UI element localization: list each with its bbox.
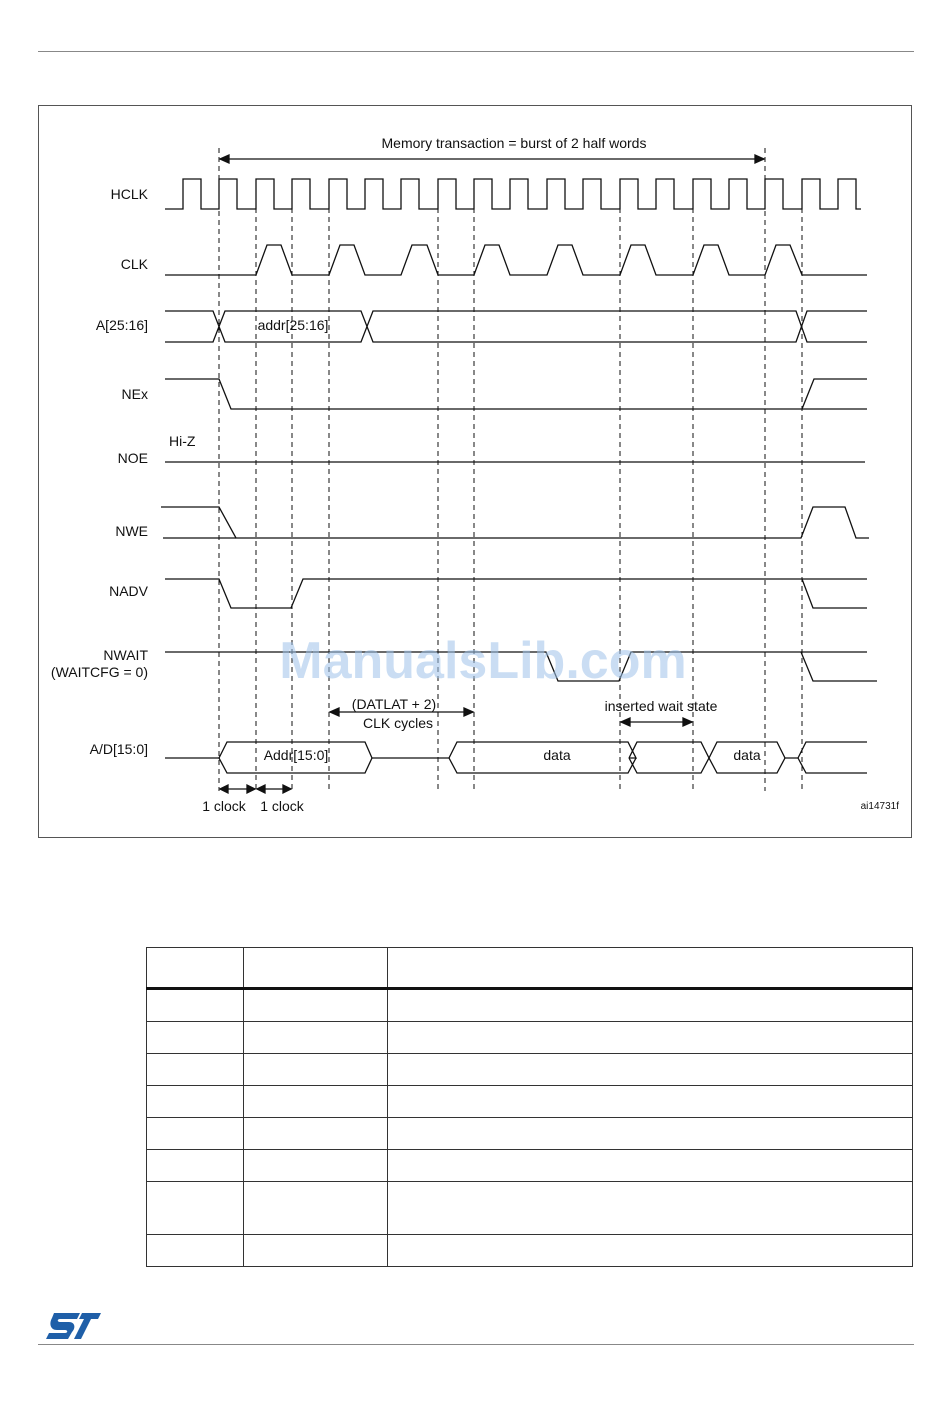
transaction-label: Memory transaction = burst of 2 half words [381,135,647,151]
table-cell [147,1054,244,1086]
table-header-cell [388,948,913,989]
table-row [147,1022,913,1054]
table-cell [147,1022,244,1054]
addr-high-label: addr[25:16] [257,317,329,333]
table-cell [244,1150,388,1182]
timing-diagram-frame [38,105,912,838]
table-cell [147,1235,244,1267]
hiz-label: Hi-Z [169,433,196,449]
timing-diagram [39,106,911,837]
signal-clk: CLK [120,256,148,272]
table-cell [244,1235,388,1267]
table-header-cell [147,948,244,989]
table-cell [244,1054,388,1086]
wait-state-label: inserted wait state [604,698,718,714]
header-rule [38,51,914,52]
signal-nwait: NWAIT [103,647,148,663]
one-clock-label-2: 1 clock [260,798,304,814]
table-cell [147,1086,244,1118]
one-clock-label-1: 1 clock [202,798,246,814]
table-cell [388,1118,913,1150]
signal-noe: NOE [117,450,148,466]
table-row [147,989,913,1022]
table-cell [388,1086,913,1118]
st-logo-icon [44,1311,102,1341]
table-row [147,1054,913,1086]
signal-hclk: HCLK [110,186,148,202]
table-row [147,1150,913,1182]
table-cell [388,1150,913,1182]
table-cell [147,1182,244,1235]
table-row [147,1086,913,1118]
signal-a-25-16: A[25:16] [95,317,148,333]
signal-nex: NEx [121,386,148,402]
figure-ref-code: ai14731f [860,801,899,812]
table-cell [147,1118,244,1150]
table-cell [388,1022,913,1054]
table-cell [244,989,388,1022]
table-cell [244,1182,388,1235]
table-cell [388,989,913,1022]
table-row [147,1118,913,1150]
addr-low-label: Addr[15:0] [263,747,329,763]
footer-rule [38,1344,914,1345]
table-header-row [147,948,913,989]
signals-table [146,947,913,1267]
table-row [147,1182,913,1235]
table-cell [244,1118,388,1150]
datlat-label-line1: (DATLAT + 2) [351,696,437,712]
table-header-cell [244,948,388,989]
table-row [147,1235,913,1267]
signal-nadv: NADV [109,583,148,599]
table-cell [388,1235,913,1267]
signal-waitcfg: (WAITCFG = 0) [50,664,148,680]
watermark: ManualsLib.com [279,632,687,690]
table-cell [147,989,244,1022]
table-cell [388,1054,913,1086]
data-label-1: data [543,747,571,763]
table-cell [388,1182,913,1235]
data-label-2: data [733,747,761,763]
datlat-label-line2: CLK cycles [362,715,434,731]
signal-nwe: NWE [115,523,148,539]
table-cell [244,1086,388,1118]
table-cell [147,1150,244,1182]
signal-ad-15-0: A/D[15:0] [89,741,148,757]
table-cell [244,1022,388,1054]
